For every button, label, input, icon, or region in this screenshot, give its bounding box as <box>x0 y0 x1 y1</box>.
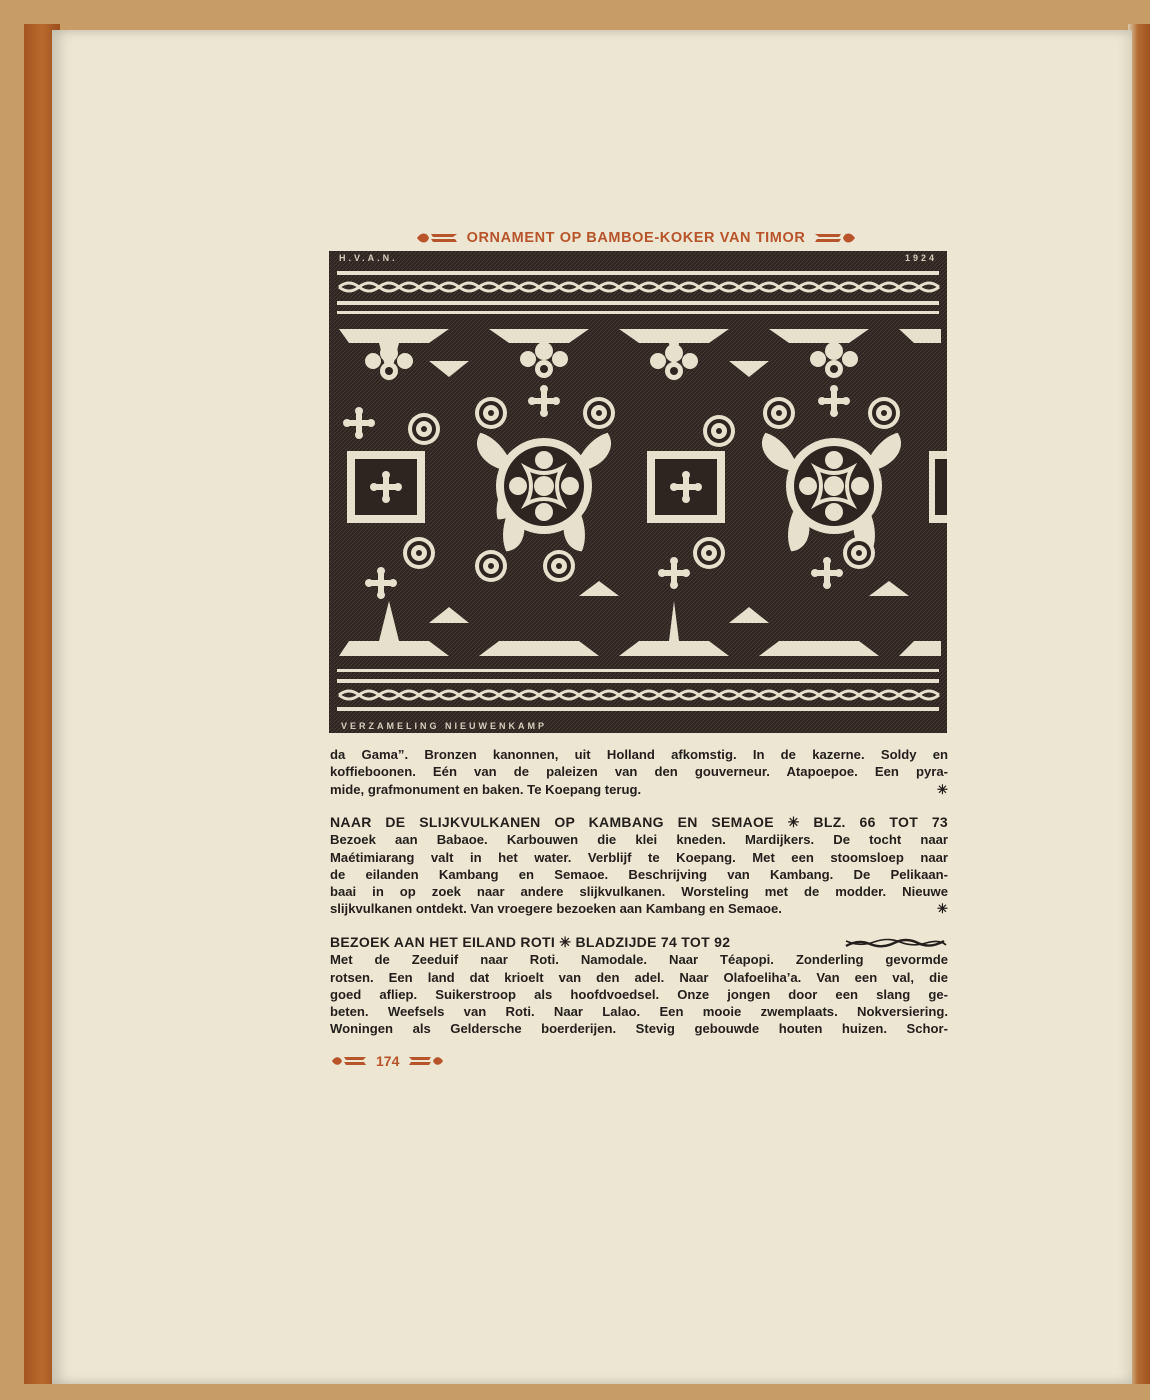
text-line-body: slijkvulkanen ontdekt. Van vroegere bezoeken aan Kambang en Semaoe. <box>330 901 782 917</box>
paragraph-continued <box>330 746 948 798</box>
caption-text: ORNAMENT OP BAMBOE-KOKER VAN TIMOR <box>466 230 806 246</box>
plate-bottom-inscription: VERZAMELING NIEUWENKAMP <box>341 721 547 731</box>
section-heading: NAAR DE SLIJKVULKANEN OP KAMBANG EN SEMAOE ✳ BLZ. 66 TOT 73 <box>330 814 948 830</box>
text-line: koffieboonen. Eén van de paleizen van den gouverneur. Atapoepoe. Een pyra- <box>330 764 948 780</box>
text-line <box>330 781 948 798</box>
text-line: beten. Weefsels van Roti. Naar Lalao. Een mooie zwemplaats. Nokversiering. <box>330 1004 948 1020</box>
plate-top-date: 1924 <box>904 253 937 263</box>
asterisk-icon: ✳ <box>937 781 948 797</box>
asterisk-icon: ✳ <box>937 901 948 917</box>
text-line: rotsen. Een land dat krioelt van den adel. Naar Olafoeliha’a. Van een val, die <box>330 969 948 985</box>
text-line: de eilanden Kambang en Semaoe. Beschrijving van Kambang. De Pelikaan- <box>330 866 948 882</box>
ornament-left-icon <box>415 231 459 245</box>
page-number: 174 <box>376 1053 400 1069</box>
ornament-left-icon <box>330 1055 368 1067</box>
text-line: da Gama”. Bronzen kanonnen, uit Holland afkomstig. In de kazerne. Soldy en <box>330 747 948 762</box>
section-roti <box>330 934 948 1038</box>
text-line: goed afliep. Suikerstroop als hoofdvoedsel. Onze jongen door een slang ge- <box>330 986 948 1002</box>
plate-top-inscription: H.V.A.N. <box>339 253 398 263</box>
section-heading: BEZOEK AAN HET EILAND ROTI ✳ BLADZIJDE 74 TOT 92 <box>330 934 731 950</box>
ornament-woodcut-plate <box>329 251 947 733</box>
ornament-right-icon <box>407 1055 445 1067</box>
text-line-body: mide, grafmonument en baken. Te Koepang terug. <box>330 781 642 797</box>
section-heading-row <box>330 934 948 951</box>
ornament-right-icon <box>813 231 857 245</box>
wave-flourish-icon <box>844 937 948 949</box>
plate-caption <box>326 228 946 248</box>
bamboo-ornament-illustration <box>329 251 947 733</box>
text-line: Maétimiarang valt in het water. Verblijf te Koepang. Met een stoomsloep naar <box>330 849 948 865</box>
section-slijkvulkanen <box>330 814 948 918</box>
text-line: Woningen als Geldersche boerderijen. Stevig gebouwde houten huizen. Schor- <box>330 1021 948 1037</box>
page-number-footer <box>330 1053 445 1069</box>
text-line <box>330 900 948 917</box>
text-line: baai in op zoek naar andere slijkvulkanen. Worsteling met de modder. Nieuwe <box>330 884 948 900</box>
text-line: Bezoek aan Babaoe. Karbouwen die klei kneden. Mardijkers. De tocht naar <box>330 832 948 848</box>
text-line: Met de Zeeduif naar Roti. Namodale. Naar Téapopi. Zonderling gevormde <box>330 952 948 968</box>
